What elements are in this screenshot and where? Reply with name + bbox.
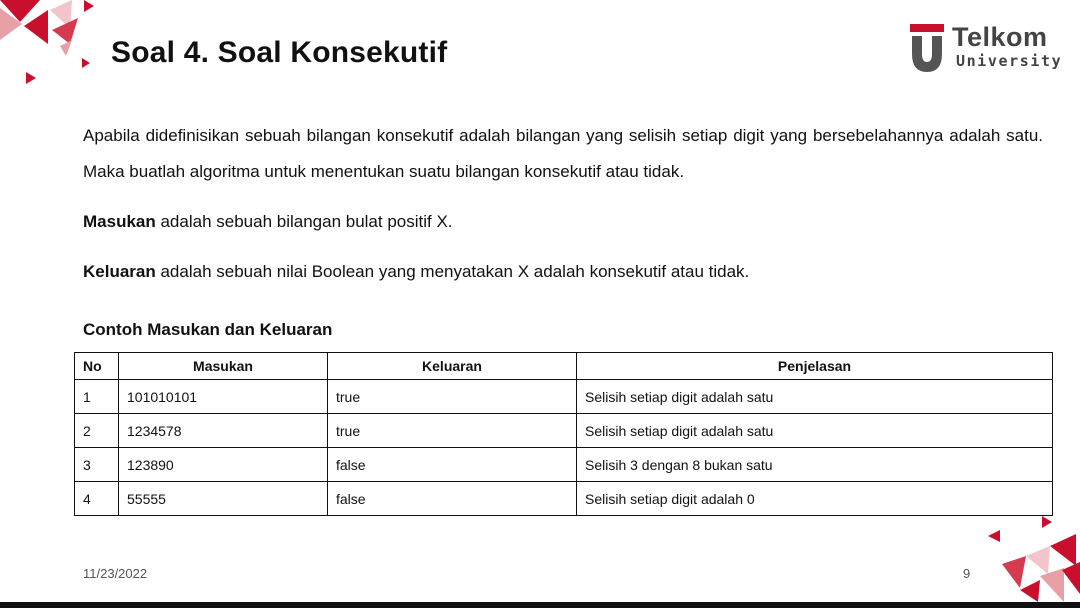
input-text: adalah sebuah bilangan bulat positif X.	[155, 212, 453, 231]
input-description	[83, 204, 1043, 240]
header-penjelasan: Penjelasan	[577, 353, 1053, 380]
footer-date: 11/23/2022	[83, 566, 148, 581]
cell-penjelasan: Selisih 3 dengan 8 bukan satu	[577, 448, 1053, 482]
cell-keluaran: true	[328, 380, 577, 414]
cell-no: 2	[75, 414, 119, 448]
problem-description: Apabila didefinisikan sebuah bilangan konsekutif adalah bilangan yang selisih setiap digit yang bersebelahannya adalah satu. Maka buatlah algoritma untuk menentukan suatu bilangan konsekutif atau tidak.	[83, 126, 1043, 181]
corner-decoration-bottom-right	[980, 508, 1080, 608]
title-bullet-icon	[82, 58, 90, 68]
telkom-university-logo	[908, 22, 1063, 74]
cell-masukan: 55555	[119, 482, 328, 516]
header-masukan: Masukan	[119, 353, 328, 380]
logo-name: Telkom	[952, 22, 1048, 52]
page-number: 9	[963, 566, 971, 581]
output-text: adalah sebuah nilai Boolean yang menyatakan X adalah konsekutif atau tidak.	[155, 262, 750, 281]
table-header-row	[75, 353, 1053, 380]
header-no: No	[75, 353, 119, 380]
cell-masukan: 101010101	[119, 380, 328, 414]
cell-keluaran: false	[328, 482, 577, 516]
table-row	[75, 414, 1053, 448]
logo-subtitle: University	[956, 52, 1063, 70]
cell-masukan: 1234578	[119, 414, 328, 448]
cell-keluaran: true	[328, 414, 577, 448]
cell-no: 3	[75, 448, 119, 482]
cell-masukan: 123890	[119, 448, 328, 482]
header-keluaran: Keluaran	[328, 353, 577, 380]
table-row	[75, 380, 1053, 414]
cell-no: 4	[75, 482, 119, 516]
cell-penjelasan: Selisih setiap digit adalah 0	[577, 482, 1053, 516]
table-row	[75, 482, 1053, 516]
telkom-logo-icon	[908, 24, 946, 74]
table-row	[75, 448, 1053, 482]
bottom-bar	[0, 602, 1080, 608]
corner-decoration-top-left	[0, 0, 110, 90]
cell-penjelasan: Selisih setiap digit adalah satu	[577, 380, 1053, 414]
cell-no: 1	[75, 380, 119, 414]
page-title: Soal 4. Soal Konsekutif	[111, 36, 448, 69]
cell-keluaran: false	[328, 448, 577, 482]
cell-penjelasan: Selisih setiap digit adalah satu	[577, 414, 1053, 448]
input-label: Masukan	[83, 212, 156, 231]
examples-table	[74, 352, 1053, 516]
table-heading: Contoh Masukan dan Keluaran	[83, 320, 333, 339]
output-label: Keluaran	[83, 262, 156, 281]
output-description	[83, 254, 1043, 290]
